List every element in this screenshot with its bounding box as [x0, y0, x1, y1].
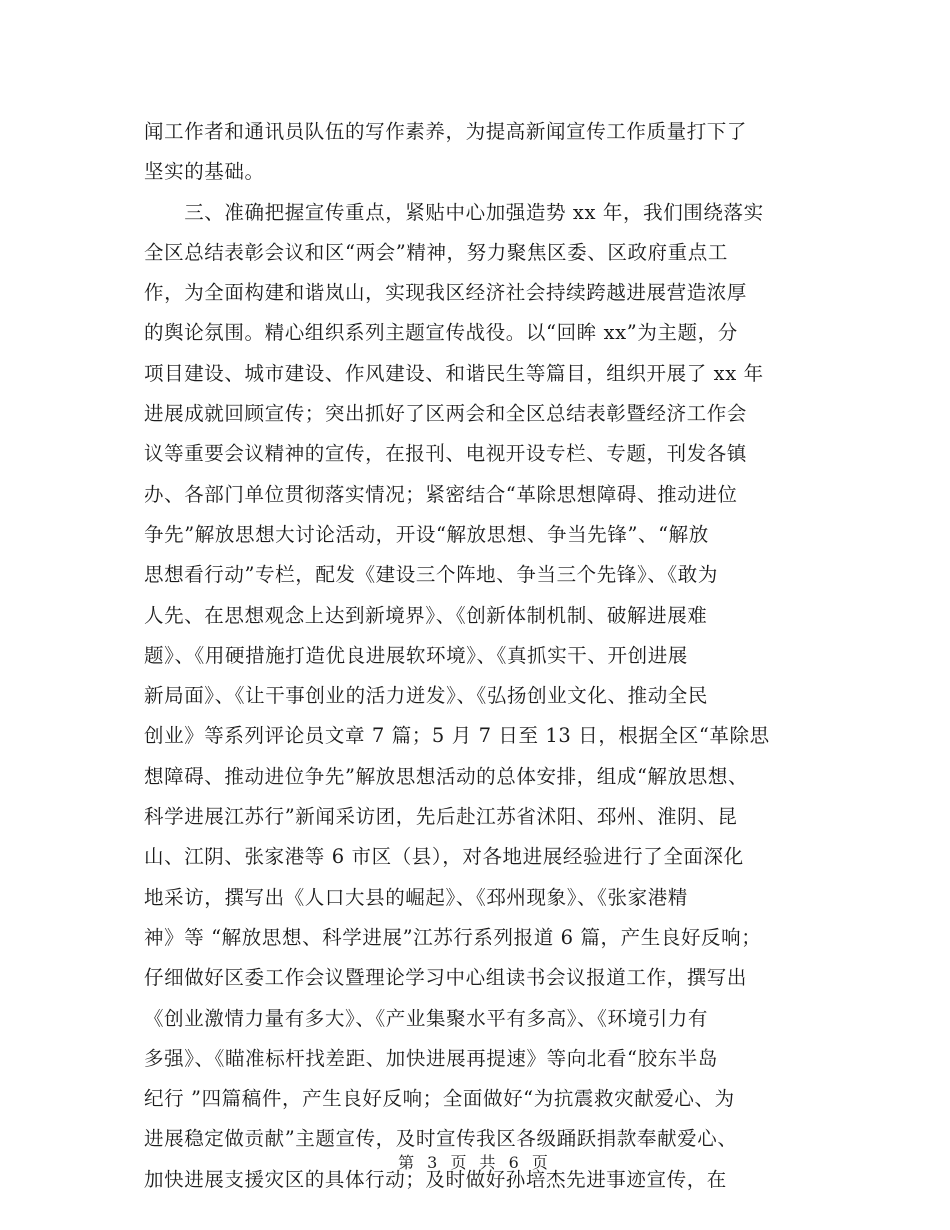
page-number-footer: 第 3 页 共 6 页: [398, 1153, 552, 1172]
body-text: [144, 112, 824, 1200]
text-line: 《创业激情力量有多大》、《产业集聚水平有多高》、《环境引力有: [144, 1006, 709, 1030]
text-line: 三、准确把握宣传重点，紧贴中心加强造势 xx 年，我们围绕落实: [144, 200, 764, 224]
text-line: 山、江阴、张家港等 6 市区（县），对各地进展经验进行了全面深化: [144, 845, 744, 869]
text-line: 科学进展江苏行”新闻采访团，先后赴江苏省沭阳、邳州、淮阴、昆: [144, 805, 738, 829]
text-line: 全区总结表彰会议和区“两会”精神，努力聚焦区委、区政府重点工: [144, 240, 728, 264]
text-line: 加快进展支援灾区的具体行动；及时做好孙培杰先进事迹宣传，在: [144, 1167, 727, 1191]
text-line: 的舆论氛围。精心组织系列主题宣传战役。以“回眸 xx”为主题，分: [144, 321, 738, 345]
text-line: 进展稳定做贡献”主题宣传，及时宣传我区各级踊跃捐款奉献爱心、: [144, 1127, 738, 1151]
text-line: 议等重要会议精神的宣传，在报刊、电视开设专栏、专题，刊发各镇: [144, 442, 748, 466]
text-line: 项目建设、城市建设、作风建设、和谐民生等篇目，组织开展了 xx 年: [144, 361, 764, 385]
text-line: 争先”解放思想大讨论活动，开设“解放思想、争当先锋”、“解放: [144, 522, 709, 546]
text-line: 仔细做好区委工作会议暨理论学习中心组读书会议报道工作，撰写出: [144, 966, 748, 990]
text-line: 思想看行动”专栏，配发《建设三个阵地、争当三个先锋》、《敢为: [144, 563, 718, 587]
text-line: 创业》等系列评论员文章 7 篇；5 月 7 日至 13 日，根据全区“革除思: [144, 724, 770, 748]
text-line: 地采访，撰写出《人口大县的崛起》、《邳州现象》、《张家港精: [144, 885, 688, 909]
text-line: 办、各部门单位贯彻落实情况；紧密结合“革除思想障碍、推动进位: [144, 482, 738, 506]
text-line: 纪行 ”四篇稿件，产生良好反响；全面做好“为抗震救灾献爱心、为: [144, 1087, 735, 1111]
text-line: 想障碍、推动进位争先”解放思想活动的总体安排，组成“解放思想、: [144, 764, 749, 788]
text-line: 进展成就回顾宣传；突出抓好了区两会和全区总结表彰暨经济工作会: [144, 402, 748, 426]
text-line: 多强》、《瞄准标杆找差距、加快进展再提速》等向北看“胶东半岛: [144, 1046, 718, 1070]
text-line: 坚实的基础。: [144, 160, 265, 184]
text-line: 人先、在思想观念上达到新境界》、《创新体制机制、破解进展难: [144, 603, 708, 627]
text-line: 新局面》、《让干事创业的活力迸发》、《弘扬创业文化、推动全民: [144, 684, 709, 708]
text-line: 闻工作者和通讯员队伍的写作素养，为提高新闻宣传工作质量打下了: [144, 120, 748, 143]
text-line: 题》、《用硬措施打造优良进展软环境》、《真抓实干、开创进展: [144, 643, 688, 667]
text-line: 作，为全面构建和谐岚山，实现我区经济社会持续跨越进展营造浓厚: [144, 281, 748, 305]
text-line: 神》等 “解放思想、科学进展”江苏行系列报道 6 篇，产生良好反响；: [144, 925, 762, 949]
